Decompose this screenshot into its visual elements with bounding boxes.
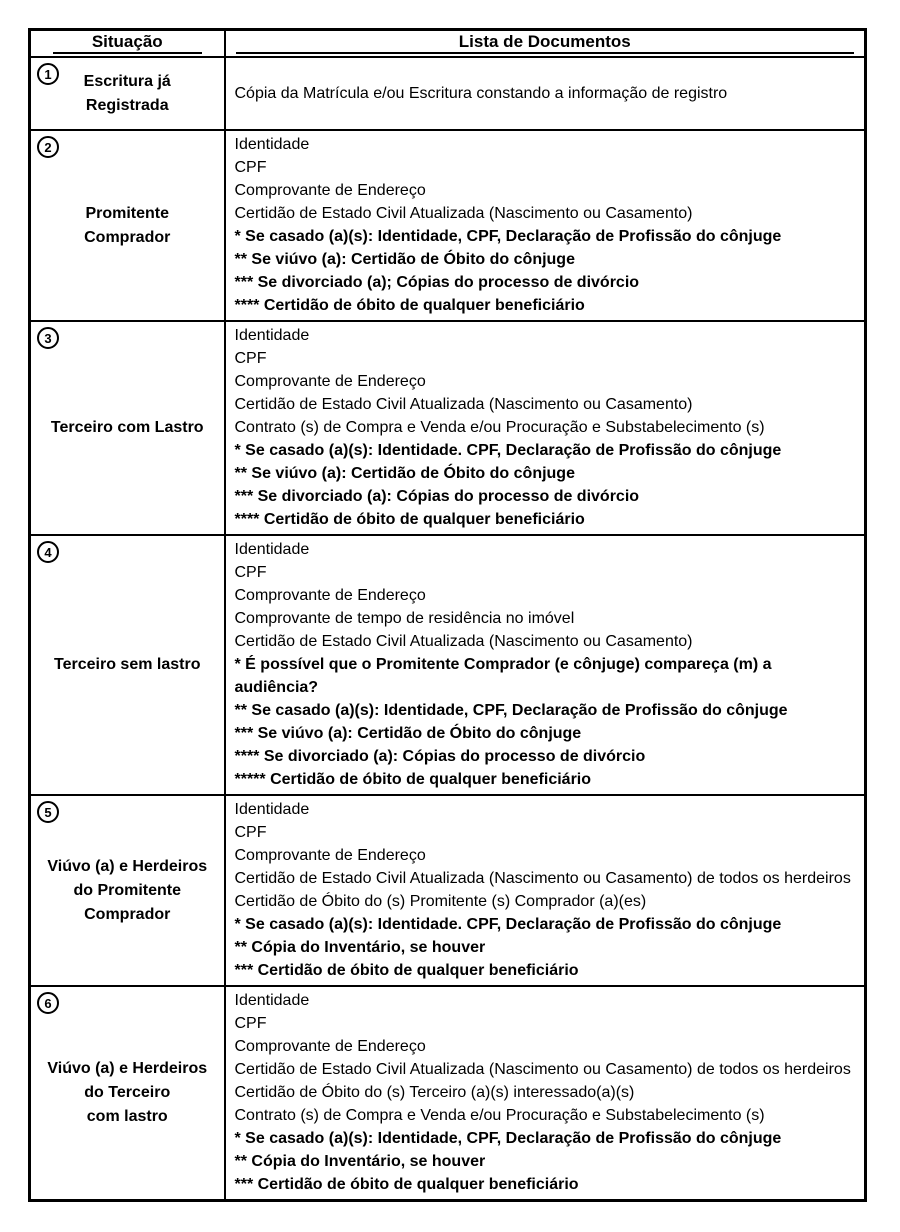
document-line: CPF — [234, 824, 267, 841]
header-situacao — [30, 30, 225, 58]
document-line: Comprovante de tempo de residência no imóvel — [234, 610, 575, 627]
document-line: Comprovante de Endereço — [234, 182, 426, 199]
item-number-badge: 6 — [37, 992, 59, 1014]
situation-label — [31, 200, 224, 252]
table-row — [30, 321, 866, 535]
situation-label-line: Comprador — [84, 905, 171, 923]
situation-cell — [30, 986, 225, 1201]
item-number-badge: 5 — [37, 801, 59, 823]
document-line: * Se casado (a)(s): Identidade, CPF, Declaração de Profissão do cônjuge — [234, 228, 782, 245]
document-line: *** Se viúvo (a): Certidão de Óbito do cônjuge — [234, 725, 582, 742]
header-situacao-label: Situação — [53, 32, 202, 54]
situation-label-line: Registrada — [85, 96, 169, 114]
document-line: * Se casado (a)(s): Identidade. CPF, Declaração de Profissão do cônjuge — [234, 916, 782, 933]
situation-label-line: Terceiro sem lastro — [54, 656, 201, 673]
table-row — [30, 130, 866, 321]
document-line: CPF — [234, 564, 267, 581]
item-number-badge: 4 — [37, 541, 59, 563]
document-line: **** Se divorciado (a): Cópias do processo de divórcio — [234, 748, 646, 765]
situation-label-line: Escritura já — [83, 72, 171, 90]
table-header — [30, 30, 866, 58]
document-line: CPF — [234, 1015, 267, 1032]
situation-label-line: Comprador — [84, 228, 171, 246]
documents-cell — [225, 321, 866, 535]
documents-cell — [225, 986, 866, 1201]
document-line: ** Se casado (a)(s): Identidade, CPF, Declaração de Profissão do cônjuge — [234, 702, 788, 719]
document-line: Certidão de Estado Civil Atualizada (Nascimento ou Casamento) de todos os herdeiros — [234, 870, 851, 887]
situation-label-line: Terceiro com Lastro — [50, 419, 204, 436]
situation-cell — [30, 130, 225, 321]
document-line: Cópia da Matrícula e/ou Escritura constando a informação de registro — [234, 84, 728, 102]
document-line: Comprovante de Endereço — [234, 587, 426, 604]
situation-label — [31, 68, 224, 120]
document-line: Contrato (s) de Compra e Venda e/ou Procuração e Substabelecimento (s) — [234, 1107, 765, 1124]
document-line: Certidão de Estado Civil Atualizada (Nascimento ou Casamento) — [234, 396, 693, 413]
document-checklist — [28, 28, 864, 1202]
document-line: Certidão de Óbito do (s) Promitente (s) Comprador (a)(es) — [234, 893, 647, 910]
document-line: *** Se divorciado (a): Cópias do processo de divórcio — [234, 488, 640, 505]
table-body — [30, 57, 866, 1201]
situation-label-line: do Terceiro — [84, 1084, 171, 1101]
document-line: Identidade — [234, 801, 310, 818]
document-line: Certidão de Óbito do (s) Terceiro (a)(s) interessado(a)(s) — [234, 1084, 635, 1101]
document-line: CPF — [234, 350, 267, 367]
item-number-badge: 1 — [37, 63, 59, 85]
situation-label — [31, 853, 224, 929]
situation-label-line: Viúvo (a) e Herdeiros — [47, 1060, 208, 1077]
document-line: ** Se viúvo (a): Certidão de Óbito do cônjuge — [234, 251, 575, 268]
documents-cell — [225, 130, 866, 321]
document-line: Identidade — [234, 992, 310, 1009]
document-line: Identidade — [234, 327, 310, 344]
documents-cell — [225, 795, 866, 986]
document-line: CPF — [234, 159, 267, 176]
document-line: Identidade — [234, 136, 310, 153]
situation-label-line: com lastro — [86, 1108, 168, 1125]
document-line: *** Se divorciado (a); Cópias do processo de divórcio — [234, 274, 640, 291]
document-line: ** Se viúvo (a): Certidão de Óbito do cônjuge — [234, 465, 575, 482]
document-line: **** Certidão de óbito de qualquer beneficiário — [234, 511, 585, 528]
situation-cell — [30, 795, 225, 986]
document-line: Identidade — [234, 541, 310, 558]
header-lista-label: Lista de Documentos — [236, 32, 855, 54]
situation-cell — [30, 57, 225, 130]
documents-cell — [225, 57, 866, 130]
table-row — [30, 986, 866, 1201]
document-line: ** Cópia do Inventário, se houver — [234, 1153, 486, 1170]
documents-cell — [225, 535, 866, 795]
situation-label — [31, 651, 224, 679]
document-line: ** Cópia do Inventário, se houver — [234, 939, 486, 956]
situation-label-line: Viúvo (a) e Herdeiros — [47, 857, 208, 875]
documents-table — [28, 28, 867, 1202]
document-line: ***** Certidão de óbito de qualquer beneficiário — [234, 771, 592, 788]
document-line: Certidão de Estado Civil Atualizada (Nascimento ou Casamento) — [234, 633, 693, 650]
header-lista-de-documentos — [225, 30, 866, 58]
situation-label-line: do Promitente — [73, 881, 182, 899]
document-line: Certidão de Estado Civil Atualizada (Nascimento ou Casamento) — [234, 205, 693, 222]
table-row — [30, 795, 866, 986]
table-row — [30, 57, 866, 130]
item-number-badge: 2 — [37, 136, 59, 158]
situation-label — [31, 414, 224, 442]
document-line: Comprovante de Endereço — [234, 847, 426, 864]
document-line: **** Certidão de óbito de qualquer beneficiário — [234, 297, 585, 314]
situation-cell — [30, 535, 225, 795]
document-line: *** Certidão de óbito de qualquer beneficiário — [234, 962, 579, 979]
document-line: * Se casado (a)(s): Identidade. CPF, Declaração de Profissão do cônjuge — [234, 442, 782, 459]
table-row — [30, 535, 866, 795]
document-line: * Se casado (a)(s): Identidade, CPF, Declaração de Profissão do cônjuge — [234, 1130, 782, 1147]
document-line: * É possível que o Promitente Comprador (e cônjuge) compareça (m) a audiência? — [234, 656, 772, 696]
document-line: Comprovante de Endereço — [234, 373, 426, 390]
document-line: Certidão de Estado Civil Atualizada (Nascimento ou Casamento) de todos os herdeiros — [234, 1061, 851, 1078]
document-line: Contrato (s) de Compra e Venda e/ou Procuração e Substabelecimento (s) — [234, 419, 765, 436]
situation-label — [31, 1055, 224, 1131]
header-row — [30, 30, 866, 58]
document-line: *** Certidão de óbito de qualquer beneficiário — [234, 1176, 579, 1193]
document-line: Comprovante de Endereço — [234, 1038, 426, 1055]
situation-label-line: Promitente — [85, 204, 170, 222]
situation-cell — [30, 321, 225, 535]
item-number-badge: 3 — [37, 327, 59, 349]
